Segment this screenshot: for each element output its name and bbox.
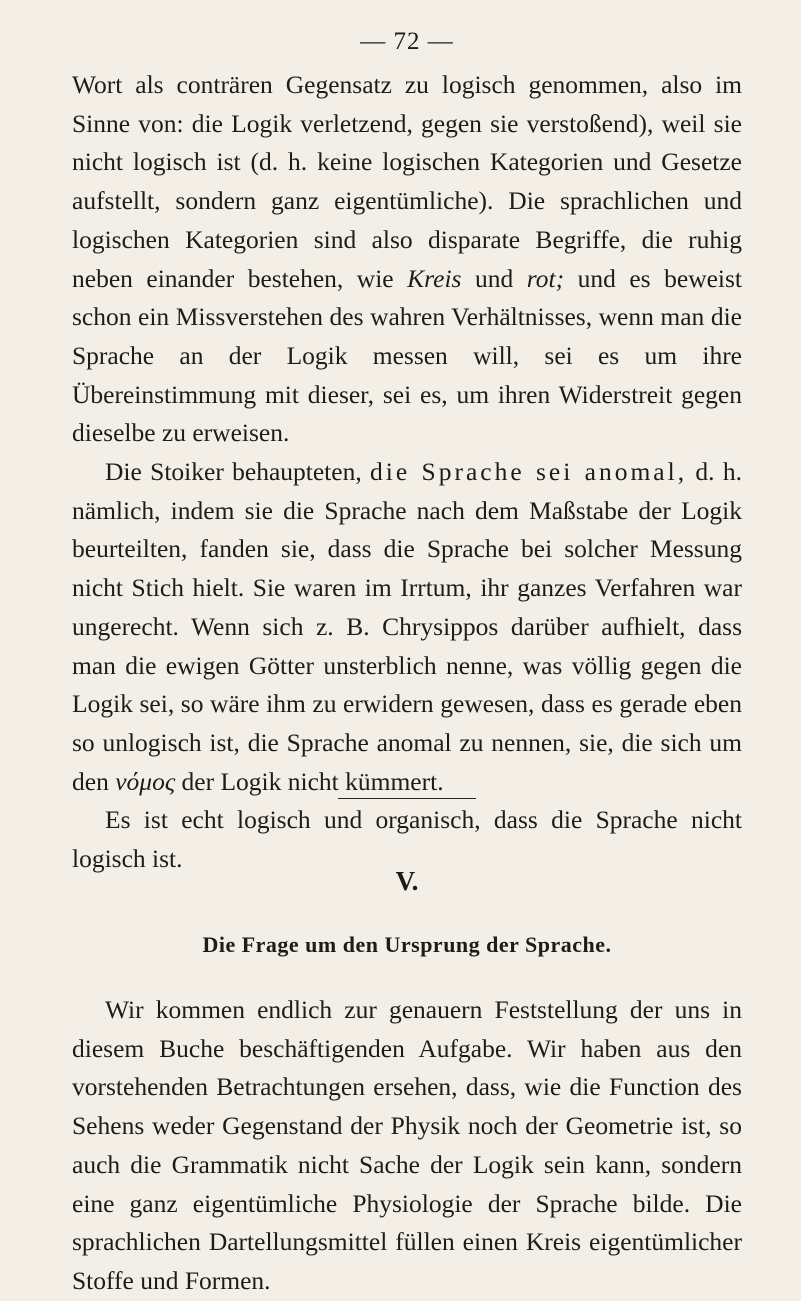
paragraph-2-greek-word: νόμος (115, 766, 176, 796)
paragraph-1-italic-kreis: Kreis (407, 263, 462, 293)
paragraph-4: Wir kommen endlich zur genauern Feststellung der uns in diesem Buche beschäftigenden Aufgabe. Wir haben aus den vorstehenden Betrachtungen ersehen, dass, wie die Function des Sehens weder Gegenstand der Physik noch der Geometrie ist, so auch die Grammatik nicht Sache der Logik sein kann, sondern eine ganz eigentümliche Physiologie der Sprache bilde. Die sprachlichen Dartellungsmittel füllen einen Kreis eigentümlicher Stoffe und Formen. (72, 995, 742, 1295)
paragraph-2-spaced-emphasis: die Sprache sei anomal, (370, 457, 688, 487)
paragraph-1-text-c: und es beweist schon ein Missverstehen des wahren Verhältnisses, wenn man die Sprache an der Logik messen will, sei es um ihre Übereinstimmung mit dieser, sei es, um ihren Widerstreit gegen dieselbe zu erweisen. (72, 263, 743, 448)
paragraph-3: Es ist echt logisch und organisch, dass die Sprache nicht logisch ist. (72, 805, 742, 874)
paragraph-2 (72, 453, 742, 801)
paragraph-1-text-a: Wort als conträren Gegensatz zu logisch genommen, also im Sinne von: die Logik verletzend, gegen sie verstoßend), weil sie nicht logisch ist (d. h. keine logischen Kategorien und Gesetze aufstellt, sondern ganz eigentümliche). Die sprachlichen und logischen Kategorien sind also disparate Begriffe, die ruhig neben einander bestehen, wie (72, 70, 742, 293)
paragraph-2-text-a: Die Stoiker behaupteten, (105, 457, 371, 487)
page-number: — 72 — (360, 28, 454, 55)
paragraph-2-text-c: der Logik nicht kümmert. (175, 766, 444, 796)
text-block-top (72, 66, 742, 879)
paragraph-2-text-b: d. h. nämlich, indem sie die Sprache nach dem Maßstabe der Logik beurteilten, fanden sie, dass die Sprache bei solcher Messung nicht Stich hielt. Sie waren im Irrtum, ihr ganzes Verfahren war ungerecht. Wenn sich z. B. Chrysippos darüber aufhielt, dass man die ewigen Götter unsterblich nenne, was völlig gegen die Logik sei, so wäre ihm zu erwidern gewesen, dass es gerade eben so unlogisch ist, die Sprache anomal zu nennen, sie, die sich um den (72, 457, 743, 796)
section-number: V. (395, 866, 419, 896)
section-title: Die Frage um den Ursprung der Sprache. (202, 932, 612, 957)
paragraph-1-italic-rot: rot; (526, 263, 565, 293)
text-block-bottom (72, 991, 742, 1301)
paragraph-1-text-b: und (461, 263, 527, 293)
paragraph-1 (72, 66, 742, 453)
book-page (72, 0, 743, 1295)
section-divider-rule (338, 798, 476, 799)
